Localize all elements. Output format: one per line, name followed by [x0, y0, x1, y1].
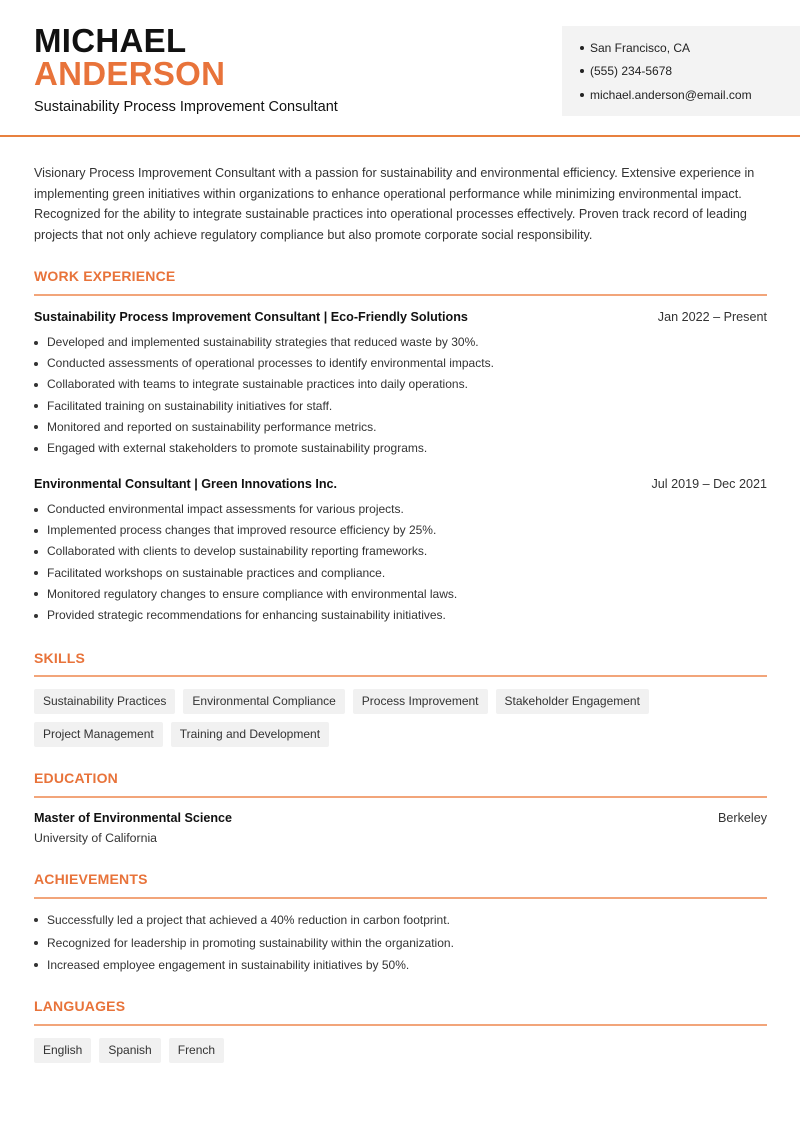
job-role: Sustainability Process Improvement Consultant | Eco-Friendly Solutions: [34, 310, 468, 324]
list-item: [34, 954, 767, 977]
list-item: [34, 541, 767, 562]
list-item: [34, 499, 767, 520]
contact-box: [562, 26, 800, 116]
language-tag: English: [34, 1038, 91, 1063]
bullet-text: Engaged with external stakeholders to promote sustainability programs.: [47, 440, 428, 455]
bullet-icon: [34, 383, 38, 387]
last-name: ANDERSON: [34, 55, 226, 92]
contact-phone: [580, 60, 800, 84]
list-item: [34, 932, 767, 955]
list-item: [34, 396, 767, 417]
list-item: [34, 520, 767, 541]
section-divider: [34, 796, 767, 798]
bullet-icon: [34, 614, 38, 618]
language-tag: Spanish: [99, 1038, 160, 1063]
bullet-icon: [580, 69, 584, 73]
bullet-icon: [34, 571, 38, 575]
bullet-icon: [34, 963, 38, 967]
contact-location: [580, 36, 800, 60]
skill-tag: Process Improvement: [353, 689, 488, 714]
list-item: [34, 374, 767, 395]
skill-tag: Project Management: [34, 722, 163, 747]
bullet-text: Successfully led a project that achieved a 40% reduction in carbon footprint.: [47, 913, 450, 927]
phone-text: (555) 234-5678: [590, 64, 673, 79]
section-divider: [34, 675, 767, 677]
bullet-icon: [34, 941, 38, 945]
bullet-icon: [34, 341, 38, 345]
job-dates: Jan 2022 – Present: [657, 310, 767, 324]
section-title-languages: LANGUAGES: [34, 998, 126, 1014]
bullet-text: Collaborated with teams to integrate sustainable practices into daily operations.: [47, 377, 468, 392]
list-item: [34, 438, 767, 459]
language-tag: French: [169, 1038, 224, 1063]
first-name: MICHAEL: [34, 22, 187, 59]
section-title-work: WORK EXPERIENCE: [34, 268, 176, 284]
education-header: [34, 811, 767, 825]
job-header: [34, 310, 767, 324]
section-divider: [34, 1024, 767, 1026]
resume-header: [0, 0, 800, 137]
bullet-icon: [34, 425, 38, 429]
bullet-text: Recognized for leadership in promoting sustainability within the organization.: [47, 935, 454, 950]
job-dates: Jul 2019 – Dec 2021: [651, 477, 767, 491]
list-item: [34, 353, 767, 374]
bullet-icon: [34, 550, 38, 554]
achievement-bullets: [34, 909, 767, 977]
bullet-text: Increased employee engagement in sustainability initiatives by 50%.: [47, 958, 410, 972]
education-location: Berkeley: [718, 811, 767, 825]
list-item: [34, 605, 767, 626]
job-role: Environmental Consultant | Green Innovations Inc.: [34, 477, 338, 491]
list-item: [34, 563, 767, 584]
bullet-text: Conducted environmental impact assessments for various projects.: [47, 502, 404, 516]
bullet-text: Monitored regulatory changes to ensure compliance with environmental laws.: [47, 586, 458, 601]
bullet-text: Implemented process changes that improved resource efficiency by 25%.: [47, 523, 437, 538]
bullet-icon: [580, 46, 584, 50]
skills-tags: [34, 689, 767, 747]
job-bullets: [34, 499, 767, 626]
skill-tag: Training and Development: [171, 722, 329, 747]
bullet-icon: [34, 404, 38, 408]
bullet-icon: [34, 508, 38, 512]
list-item: [34, 909, 767, 932]
skill-tag: Sustainability Practices: [34, 689, 175, 714]
section-title-education: EDUCATION: [34, 770, 118, 786]
job-bullets: [34, 332, 767, 459]
section-title-skills: SKILLS: [34, 650, 85, 666]
list-item: [34, 584, 767, 605]
skill-tag: Stakeholder Engagement: [496, 689, 649, 714]
section-divider: [34, 294, 767, 296]
job-header: [34, 477, 767, 491]
section-divider: [34, 897, 767, 899]
language-tags: [34, 1038, 767, 1063]
job-title: Sustainability Process Improvement Consultant: [34, 99, 338, 115]
list-item: [34, 332, 767, 353]
bullet-icon: [34, 592, 38, 596]
bullet-text: Provided strategic recommendations for enhancing sustainability initiatives.: [47, 607, 446, 622]
bullet-icon: [34, 362, 38, 366]
bullet-text: Collaborated with clients to develop sustainability reporting frameworks.: [47, 544, 428, 559]
section-title-achievements: ACHIEVEMENTS: [34, 871, 148, 887]
bullet-text: Facilitated workshops on sustainable practices and compliance.: [47, 565, 386, 580]
bullet-text: Conducted assessments of operational processes to identify environmental impacts.: [47, 356, 494, 371]
skill-tag: Environmental Compliance: [183, 689, 344, 714]
contact-email[interactable]: [580, 83, 800, 107]
bullet-text: Developed and implemented sustainability strategies that reduced waste by 30%.: [47, 335, 479, 349]
list-item: [34, 417, 767, 438]
school-name: University of California: [34, 831, 158, 845]
bullet-icon: [34, 529, 38, 533]
email-link[interactable]: michael.anderson@email.com: [590, 87, 752, 102]
location-text: San Francisco, CA: [590, 40, 691, 55]
bullet-icon: [34, 918, 38, 922]
degree: Master of Environmental Science: [34, 811, 233, 825]
bullet-text: Facilitated training on sustainability initiatives for staff.: [47, 398, 333, 413]
bullet-text: Monitored and reported on sustainability performance metrics.: [47, 419, 377, 434]
bullet-icon: [580, 93, 584, 97]
bullet-icon: [34, 447, 38, 451]
summary-paragraph: Visionary Process Improvement Consultant with a passion for sustainability and environmental efficiency. Extensive experience in implementing green initiatives within organizations to enhance operational performance while minimizing environmental impact. Recognized for the ability to integrate sustainable practices into operational processes effectively. Proven track record of leading projects that not only achieve regulatory compliance but also promote corporate social responsibility.: [34, 166, 755, 243]
